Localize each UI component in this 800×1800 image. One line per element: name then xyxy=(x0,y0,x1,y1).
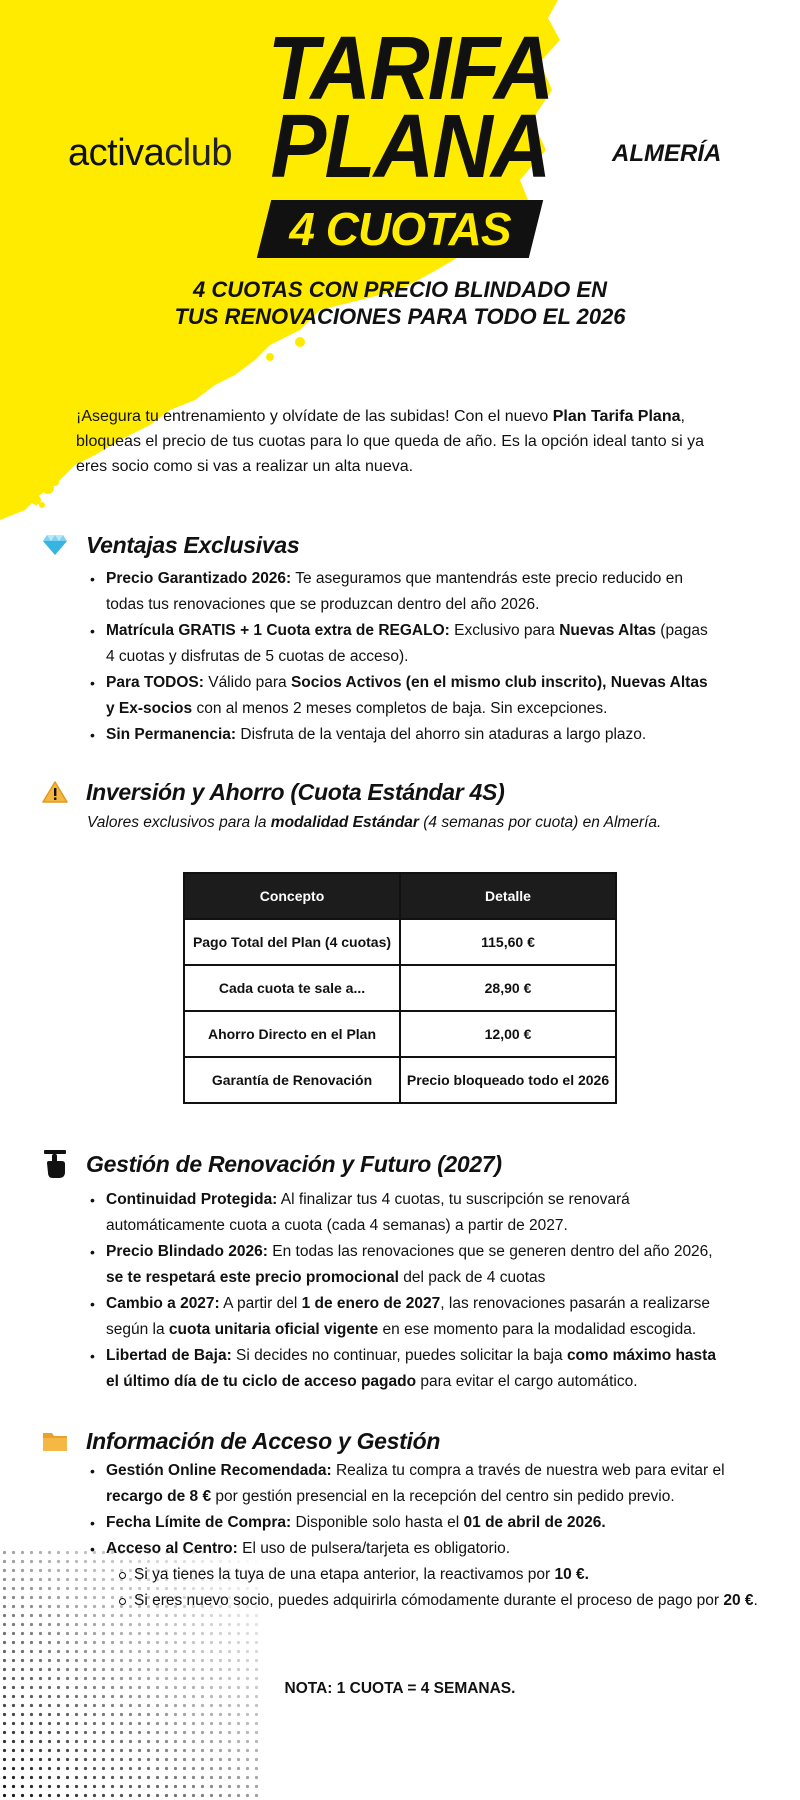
intro-text-2: , bloqueas el precio de tus cuotas para lo que queda de año. Es la opción ideal tanto si ya eres socio como si vas a realizar un alta nueva. xyxy=(76,408,704,475)
item-bold: Socios Activos (en el mismo club inscrito), Nuevas Altas y Ex-socios xyxy=(106,674,708,717)
note-text: (4 semanas por cuota) en Almería. xyxy=(418,814,662,831)
item-bold: Sin Permanencia: xyxy=(106,726,237,743)
item-bold: recargo de 8 € xyxy=(106,1488,212,1505)
list-item xyxy=(88,1536,768,1614)
list-item xyxy=(88,1291,718,1343)
list-item xyxy=(88,1510,768,1536)
item-text: Si ya tienes la tuya de una etapa anterior, la reactivamos por xyxy=(134,1566,555,1583)
subtitle xyxy=(140,276,660,330)
title-band-text: 4 CUOTAS xyxy=(289,203,511,255)
table-cell: 12,00 € xyxy=(400,1011,616,1057)
subtitle-line-2: TUS RENOVACIONES PARA TODO EL 2026 xyxy=(174,304,626,329)
item-text: (pagas 4 cuotas y disfrutas de 5 cuotas de acceso). xyxy=(106,622,708,665)
item-bold: 10 €. xyxy=(554,1566,589,1583)
table-cell: 115,60 € xyxy=(400,919,616,965)
item-text: Si decides no continuar, puedes solicitar la baja xyxy=(231,1347,567,1364)
list-item xyxy=(88,670,708,722)
item-bold: Precio Blindado 2026: xyxy=(106,1243,268,1260)
item-text: del pack de 4 cuotas xyxy=(398,1269,546,1286)
gestion-list xyxy=(88,1187,718,1395)
subtitle-line-1: 4 CUOTAS CON PRECIO BLINDADO EN xyxy=(193,277,607,302)
list-item xyxy=(88,1343,718,1395)
item-bold: Continuidad Protegida: xyxy=(106,1191,278,1208)
item-text: con al menos 2 meses completos de baja. Sin excepciones. xyxy=(192,700,608,717)
item-text: Disponible solo hasta el xyxy=(291,1514,464,1531)
item-bold: 20 € xyxy=(723,1592,754,1609)
intro-paragraph xyxy=(76,404,726,479)
note-bold: modalidad Estándar xyxy=(270,814,419,831)
warning-icon xyxy=(40,777,70,807)
item-text: Válido para xyxy=(203,674,291,691)
item-bold: 01 de abril de 2026. xyxy=(463,1514,606,1531)
item-text: En todas las renovaciones que se generen dentro del año 2026, xyxy=(267,1243,713,1260)
pricing-table-wrap xyxy=(183,872,617,1104)
sub-list-item xyxy=(116,1562,768,1588)
item-bold: Libertad de Baja: xyxy=(106,1347,232,1364)
section-ventajas xyxy=(0,530,800,748)
item-text: . xyxy=(753,1592,758,1609)
table-row xyxy=(184,1011,616,1057)
main-title xyxy=(250,19,570,197)
item-text: para evitar el cargo automático. xyxy=(416,1373,638,1390)
table-row xyxy=(184,1057,616,1103)
table-cell: Garantía de Renovación xyxy=(184,1057,400,1103)
table-row xyxy=(184,919,616,965)
item-text: Exclusivo para xyxy=(449,622,560,639)
table-cell: Pago Total del Plan (4 cuotas) xyxy=(184,919,400,965)
table-cell: 28,90 € xyxy=(400,965,616,1011)
section-gestion xyxy=(0,1149,800,1395)
list-item xyxy=(88,1187,718,1239)
brand-logo xyxy=(68,132,232,175)
item-bold: como máximo hasta el último día de tu ciclo de acceso pagado xyxy=(106,1347,716,1390)
ventajas-list xyxy=(88,566,708,748)
acceso-sublist xyxy=(116,1562,768,1614)
item-bold: Acceso al Centro: xyxy=(106,1540,238,1557)
item-text: por gestión presencial en la recepción del centro sin pedido previo. xyxy=(211,1488,675,1505)
sub-list-item xyxy=(116,1588,768,1614)
brand-logo-part1: activa xyxy=(68,132,165,174)
item-bold: 1 de enero de 2027 xyxy=(301,1295,441,1312)
item-bold: Fecha Límite de Compra: xyxy=(106,1514,292,1531)
item-text: A partir del xyxy=(219,1295,302,1312)
intro-text-1: ¡Asegura tu entrenamiento y olvídate de las subidas! Con el nuevo xyxy=(76,408,553,425)
section-gestion-header xyxy=(0,1149,800,1179)
list-item xyxy=(88,1458,768,1510)
section-ventajas-header xyxy=(0,530,800,560)
list-item xyxy=(88,722,708,748)
section-inversion-header xyxy=(0,777,800,807)
item-bold: cuota unitaria oficial vigente xyxy=(168,1321,379,1338)
item-text: Al finalizar tus 4 cuotas, tu suscripción se renovará automáticamente cuota a cuota (cada 4 semanas) a partir de 2027. xyxy=(106,1191,630,1234)
table-header: Detalle xyxy=(400,873,616,919)
item-bold: Gestión Online Recomendada: xyxy=(106,1462,332,1479)
list-item xyxy=(88,566,708,618)
item-text: en ese momento para la modalidad escogida. xyxy=(378,1321,697,1338)
diamond-icon xyxy=(40,530,70,560)
item-text: Si eres nuevo socio, puedes adquirirla cómodamente durante el proceso de pago por xyxy=(134,1592,724,1609)
section-inversion xyxy=(0,777,800,807)
intro-bold-plan: Plan Tarifa Plana xyxy=(552,408,681,425)
item-text: , las renovaciones pasarán a realizarse según la xyxy=(106,1295,710,1338)
table-header-row xyxy=(184,873,616,919)
title-line-1: TARIFA xyxy=(267,19,553,119)
pricing-table xyxy=(183,872,617,1104)
item-bold: Cambio a 2027: xyxy=(106,1295,220,1312)
item-bold: Para TODOS: xyxy=(106,674,204,691)
list-item xyxy=(88,618,708,670)
city-label: ALMERÍA xyxy=(612,140,722,167)
footer-note: NOTA: 1 CUOTA = 4 SEMANAS. xyxy=(284,1680,516,1697)
inversion-note xyxy=(87,814,661,832)
table-row xyxy=(184,965,616,1011)
section-acceso xyxy=(0,1426,800,1614)
table-cell: Ahorro Directo en el Plan xyxy=(184,1011,400,1057)
folder-icon xyxy=(40,1426,70,1456)
pointing-hand-icon xyxy=(40,1149,70,1179)
item-text: El uso de pulsera/tarjeta es obligatorio. xyxy=(237,1540,511,1557)
section-acceso-header xyxy=(0,1426,800,1456)
item-text: Disfruta de la ventaja del ahorro sin ataduras a largo plazo. xyxy=(236,726,647,743)
section-gestion-title: Gestión de Renovación y Futuro (2027) xyxy=(86,1150,502,1177)
item-bold: Matrícula GRATIS + 1 Cuota extra de REGALO: xyxy=(106,622,450,639)
section-ventajas-title: Ventajas Exclusivas xyxy=(86,531,300,558)
item-bold: Nuevas Altas xyxy=(559,622,656,639)
section-inversion-title: Inversión y Ahorro (Cuota Estándar 4S) xyxy=(86,778,505,805)
section-acceso-title: Información de Acceso y Gestión xyxy=(86,1427,441,1454)
list-item xyxy=(88,1239,718,1291)
table-cell: Precio bloqueado todo el 2026 xyxy=(400,1057,616,1103)
item-bold: se te respetará este precio promocional xyxy=(106,1269,399,1286)
title-line-2: PLANA xyxy=(270,97,550,197)
acceso-list xyxy=(88,1458,768,1614)
table-header: Concepto xyxy=(184,873,400,919)
brand-logo-part2: club xyxy=(164,132,232,174)
item-text: Realiza tu compra a través de nuestra web para evitar el xyxy=(331,1462,725,1479)
table-cell: Cada cuota te sale a... xyxy=(184,965,400,1011)
note-text: Valores exclusivos para la xyxy=(87,814,271,831)
item-text: Te aseguramos que mantendrás este precio reducido en todas tus renovaciones que se produzcan dentro del año 2026. xyxy=(106,570,683,613)
item-bold: Precio Garantizado 2026: xyxy=(106,570,292,587)
